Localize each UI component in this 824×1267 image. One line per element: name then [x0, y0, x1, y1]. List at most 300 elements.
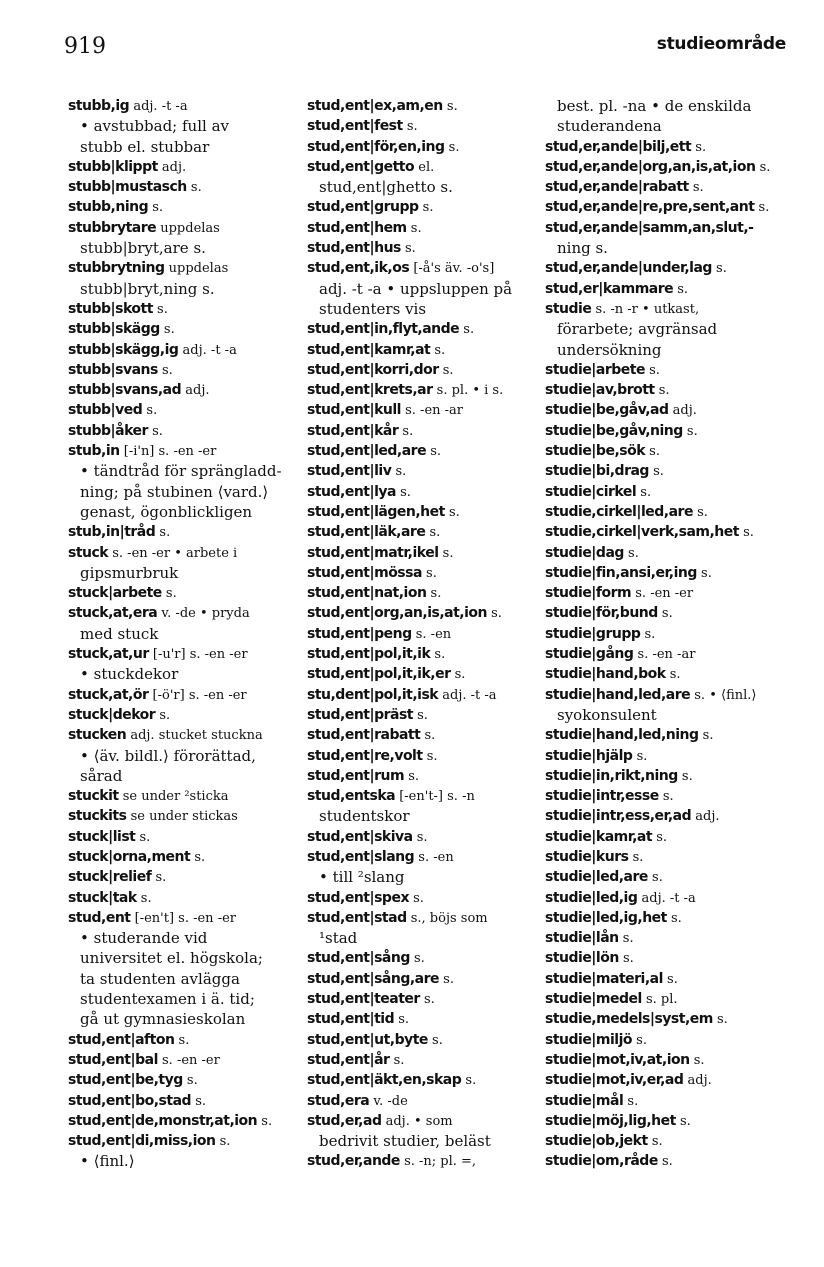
- dictionary-entry: [68, 867, 298, 887]
- headword: stud,er,ande|samm,an,slut,-: [545, 219, 754, 236]
- headword: studie|hand,led,ning: [545, 727, 699, 744]
- grammar-note: adj. -t -a: [438, 687, 497, 703]
- dictionary-entry: [68, 299, 298, 319]
- headword: stud,ent|in,flyt,ande: [307, 321, 460, 338]
- grammar-note: s.: [420, 728, 436, 744]
- dictionary-entry: [68, 725, 298, 745]
- definition-text: stubb|bryt,are s.: [80, 239, 206, 258]
- headword: studie|medel: [545, 991, 642, 1008]
- dictionary-entry: [545, 1050, 805, 1070]
- headword: stuck|dekor: [68, 706, 156, 723]
- grammar-note: s.: [618, 931, 634, 947]
- grammar-note: s.: [712, 1012, 728, 1028]
- headword: stud,ent|bal: [68, 1051, 158, 1068]
- dictionary-entry: [307, 1111, 543, 1131]
- definition-text: ¹stad: [319, 929, 358, 948]
- headword: stud,ent|sång,are: [307, 970, 440, 987]
- grammar-note: s.: [400, 241, 416, 257]
- headword: studie,cirkel|verk,sam,het: [545, 524, 739, 541]
- headword: stubb|skott: [68, 300, 153, 317]
- headword: studie|ob,jekt: [545, 1133, 648, 1150]
- dictionary-entry: [545, 969, 805, 989]
- grammar-note: s.: [738, 525, 754, 541]
- dictionary-column-1: [68, 96, 298, 1172]
- dictionary-entry: [68, 258, 298, 278]
- dictionary-entry: [307, 1070, 543, 1090]
- headword: stuck,at,era: [68, 605, 158, 622]
- entry-continuation: [68, 279, 298, 299]
- headword: stuck: [68, 544, 109, 561]
- grammar-note: s.: [665, 667, 681, 683]
- definition-text: syokonsulent: [557, 705, 657, 724]
- dictionary-entry: [545, 1070, 805, 1090]
- grammar-note: se under ²sticka: [118, 789, 229, 805]
- definition-text: ning s.: [557, 239, 608, 258]
- entry-continuation: [68, 746, 298, 766]
- grammar-note: s.: [174, 1032, 190, 1048]
- headword: stuck,at,ur: [68, 646, 149, 663]
- dictionary-entry: [307, 502, 543, 522]
- dictionary-entry: [545, 543, 805, 563]
- dictionary-entry: [307, 664, 543, 684]
- definition-text: adj. -t -a • uppsluppen på: [319, 279, 513, 298]
- dictionary-entry: [307, 258, 543, 278]
- definition-text: gipsmurbruk: [80, 563, 179, 582]
- dictionary-entry: [545, 421, 805, 441]
- grammar-note: adj. -t -a: [637, 890, 696, 906]
- headword: stud,ent|bo,stad: [68, 1092, 192, 1109]
- grammar-note: s., böjs som: [406, 910, 488, 926]
- grammar-note: s.: [677, 768, 693, 784]
- headword: stubb|ved: [68, 402, 143, 419]
- grammar-note: s.: [142, 403, 158, 419]
- headword: stud,ent|kår: [307, 422, 399, 439]
- headword: studie|bi,drag: [545, 463, 649, 480]
- dictionary-entry: [545, 847, 805, 867]
- headword: studie|fin,ansi,er,ing: [545, 564, 697, 581]
- headword: studie|led,ig,het: [545, 909, 667, 926]
- headword: studie|intr,esse: [545, 788, 659, 805]
- dictionary-entry: [68, 806, 298, 826]
- dictionary-entry: [545, 1131, 805, 1151]
- grammar-note: s.: [673, 281, 689, 297]
- grammar-note: s.: [389, 1052, 405, 1068]
- dictionary-entry: [307, 888, 543, 908]
- grammar-note: s.: [418, 200, 434, 216]
- headword: studie|kamr,at: [545, 828, 653, 845]
- dictionary-entry: [307, 563, 543, 583]
- headword: stud,ent|sång: [307, 950, 410, 967]
- entry-continuation: [307, 279, 543, 299]
- dictionary-entry: [545, 563, 805, 583]
- headword: stub,in|tråd: [68, 524, 156, 541]
- dictionary-entry: [545, 1111, 805, 1131]
- grammar-note: s.: [409, 951, 425, 967]
- headword: stud,ent|ut,byte: [307, 1031, 428, 1048]
- headword: stud,ent|pol,it,ik,er: [307, 666, 451, 683]
- grammar-note: s.: [155, 707, 171, 723]
- headword: stud,ent|de,monstr,at,ion: [68, 1112, 258, 1129]
- grammar-note: s. pl.: [641, 992, 678, 1008]
- grammar-note: s. -en -er: [157, 1052, 220, 1068]
- grammar-note: s.: [692, 504, 708, 520]
- grammar-note: [-en't] s. -en -er: [130, 910, 236, 926]
- headword: studie|hjälp: [545, 747, 633, 764]
- grammar-note: s.: [394, 1012, 410, 1028]
- dictionary-entry: [545, 380, 805, 400]
- definition-text: • till ²slang: [319, 868, 405, 887]
- grammar-note: s. -n -r • utkast,: [591, 301, 700, 317]
- grammar-note: s. -en -er • arbete i: [108, 545, 238, 561]
- headword: studie,cirkel|led,are: [545, 503, 693, 520]
- headword: stubb|mustasch: [68, 179, 187, 196]
- definition-text: studenters vis: [319, 299, 427, 318]
- dictionary-entry: [307, 746, 543, 766]
- entry-continuation: [545, 319, 805, 339]
- definition-text: ning; på stubinen ⟨vard.⟩: [80, 482, 269, 501]
- dictionary-entry: [68, 827, 298, 847]
- grammar-note: s.: [654, 383, 670, 399]
- grammar-note: s.: [159, 322, 175, 338]
- headword: stud,ent|lägen,het: [307, 503, 445, 520]
- headword: studie|form: [545, 585, 632, 602]
- entry-continuation: [307, 867, 543, 887]
- grammar-note: adj.: [181, 383, 210, 399]
- dictionary-entry: [307, 197, 543, 217]
- dictionary-column-2: [307, 96, 543, 1172]
- dictionary-entry: [545, 766, 805, 786]
- headword: stuck|list: [68, 828, 136, 845]
- dictionary-entry: [307, 1030, 543, 1050]
- headword: stud,ent|år: [307, 1051, 390, 1068]
- grammar-note: s.: [136, 890, 152, 906]
- headword: stud,ent|di,miss,ion: [68, 1133, 216, 1150]
- headword: studie|om,råde: [545, 1153, 658, 1170]
- headword: stud,ent|rabatt: [307, 727, 421, 744]
- dictionary-entry: [68, 786, 298, 806]
- entry-continuation: [545, 238, 805, 258]
- grammar-note: s.: [190, 849, 206, 865]
- grammar-note: s.: [155, 525, 171, 541]
- definition-text: universitet el. högskola;: [80, 949, 263, 968]
- grammar-note: se under stickas: [126, 809, 238, 825]
- dictionary-entry: [68, 908, 298, 928]
- grammar-note: s.: [754, 200, 770, 216]
- grammar-note: s.: [648, 464, 664, 480]
- grammar-note: [-å's äv. -o's]: [409, 261, 495, 277]
- definition-text: förarbete; avgränsad: [557, 320, 718, 339]
- dictionary-entry: [545, 137, 805, 157]
- dictionary-entry: [307, 969, 543, 989]
- grammar-note: s.: [644, 362, 660, 378]
- grammar-note: el.: [414, 159, 435, 175]
- entry-continuation: [545, 96, 805, 116]
- dictionary-entry: [68, 340, 298, 360]
- grammar-note: s. pl. • i s.: [432, 383, 504, 399]
- headword: stud,ent: [68, 909, 131, 926]
- grammar-note: [-ö'r] s. -en -er: [148, 687, 247, 703]
- headword: stud,ent|för,en,ing: [307, 138, 445, 155]
- headword: stud,ent|peng: [307, 625, 412, 642]
- headword: stubb|skägg,ig: [68, 341, 179, 358]
- headword: stud,ent|präst: [307, 706, 413, 723]
- grammar-note: s.: [442, 99, 458, 114]
- grammar-note: s. -en -er: [631, 586, 694, 602]
- dictionary-entry: [545, 867, 805, 887]
- entry-continuation: [68, 969, 298, 989]
- dictionary-entry: [545, 928, 805, 948]
- headword: stubb,ning: [68, 199, 149, 216]
- grammar-note: s.: [657, 606, 673, 622]
- dictionary-entry: [307, 644, 543, 664]
- grammar-note: s.: [636, 484, 652, 500]
- grammar-note: s.: [422, 748, 438, 764]
- headword: stubbrytare: [68, 219, 157, 236]
- grammar-note: v. -de: [369, 1093, 408, 1109]
- grammar-note: s.: [151, 870, 167, 886]
- dictionary-entry: [307, 116, 543, 136]
- dictionary-entry: [307, 786, 543, 806]
- headword: studie: [545, 300, 592, 317]
- headword: stud,ent|spex: [307, 889, 409, 906]
- headword: studie|arbete: [545, 361, 645, 378]
- dictionary-entry: [307, 1091, 543, 1111]
- grammar-note: s.: [439, 971, 454, 987]
- grammar-note: s. -en -ar: [400, 403, 464, 419]
- grammar-note: uppdelas: [156, 220, 220, 236]
- grammar-note: s. • ⟨finl.⟩: [690, 687, 757, 703]
- grammar-note: adj.: [157, 159, 187, 175]
- dictionary-entry: [307, 340, 543, 360]
- dictionary-entry: [307, 400, 543, 420]
- entry-continuation: [68, 928, 298, 948]
- dictionary-entry: [68, 360, 298, 380]
- grammar-note: adj.: [691, 809, 720, 825]
- grammar-note: s.: [430, 647, 446, 663]
- dictionary-entry: [68, 1070, 298, 1090]
- headword: stud,er,ande|bilj,ett: [545, 138, 692, 155]
- grammar-note: s.: [657, 1154, 673, 1170]
- definition-text: genast, ögonblickligen: [80, 502, 253, 521]
- headword: stud,ent|lya: [307, 483, 396, 500]
- grammar-note: s.: [421, 565, 437, 581]
- dictionary-entry: [68, 685, 298, 705]
- headword: stud,ent|org,an,is,at,ion: [307, 605, 487, 622]
- headword: stud,ent|läk,are: [307, 524, 426, 541]
- grammar-note: s.: [652, 829, 668, 845]
- dictionary-entry: [307, 441, 543, 461]
- entry-continuation: [68, 116, 298, 136]
- headword: studie|lån: [545, 930, 619, 947]
- entry-continuation: [68, 766, 298, 786]
- grammar-note: s.: [438, 545, 454, 561]
- page-number: 919: [64, 34, 106, 59]
- entry-continuation: [307, 177, 543, 197]
- dictionary-entry: [545, 685, 805, 705]
- definition-text: gå ut gymnasieskolan: [80, 1010, 246, 1029]
- dictionary-entry: [68, 1050, 298, 1070]
- grammar-note: s.: [426, 586, 442, 602]
- dictionary-entry: [545, 746, 805, 766]
- dictionary-entry: [545, 461, 805, 481]
- dictionary-entry: [307, 522, 543, 542]
- dictionary-entry: [545, 1030, 805, 1050]
- headword: stuckit: [68, 788, 119, 805]
- dictionary-entry: [545, 624, 805, 644]
- dictionary-entry: [307, 948, 543, 968]
- grammar-note: s. -en -ar: [633, 647, 696, 663]
- headword: studie|be,gåv,ning: [545, 422, 683, 439]
- dictionary-entry: [545, 441, 805, 461]
- dictionary-entry: [545, 197, 805, 217]
- grammar-note: s.: [426, 444, 442, 460]
- grammar-note: s.: [662, 971, 678, 987]
- headword: studie|kurs: [545, 848, 629, 865]
- headword: stuck,at,ör: [68, 686, 149, 703]
- grammar-note: s.: [461, 1073, 477, 1089]
- grammar-note: s.: [640, 626, 656, 642]
- entry-continuation: [68, 137, 298, 157]
- definition-text: stud,ent|ghetto s.: [319, 178, 453, 197]
- dictionary-entry: [307, 766, 543, 786]
- headword: studie|intr,ess,er,ad: [545, 808, 692, 825]
- dictionary-entry: [545, 482, 805, 502]
- entry-continuation: [68, 664, 298, 684]
- entry-continuation: [68, 948, 298, 968]
- entry-continuation: [68, 1151, 298, 1171]
- grammar-note: [-u'r] s. -en -er: [148, 647, 248, 663]
- dictionary-entry: [68, 847, 298, 867]
- headword: studie|in,rikt,ning: [545, 767, 678, 784]
- grammar-note: s.: [215, 1134, 231, 1150]
- dictionary-entry: [545, 725, 805, 745]
- headword: stubb,ig: [68, 98, 130, 114]
- headword: stubb|svans: [68, 361, 158, 378]
- dictionary-entry: [545, 806, 805, 826]
- headword: stud,er|kammare: [545, 280, 674, 297]
- headword: stud,er,ande|org,an,is,at,ion: [545, 158, 756, 175]
- grammar-note: s.: [391, 464, 407, 480]
- dictionary-entry: [68, 543, 298, 563]
- dictionary-entry: [307, 1050, 543, 1070]
- headword: stud,ent|matr,ikel: [307, 544, 439, 561]
- definition-text: • ⟨äv. bildl.⟩ förorättad,: [80, 746, 256, 765]
- entry-continuation: [68, 482, 298, 502]
- dictionary-entry: [307, 989, 543, 1009]
- dictionary-entry: [545, 583, 805, 603]
- grammar-note: s.: [257, 1113, 273, 1129]
- definition-text: sårad: [80, 766, 123, 785]
- running-head: studieområde: [656, 34, 786, 54]
- dictionary-entry: [307, 1009, 543, 1029]
- headword: stud,ent|pol,it,ik: [307, 646, 431, 663]
- headword: stu,dent|pol,it,isk: [307, 686, 439, 703]
- headword: studie|cirkel: [545, 483, 637, 500]
- grammar-note: v. -de • pryda: [157, 606, 250, 622]
- definition-text: stubb|bryt,ning s.: [80, 279, 215, 298]
- headword: stubb|skägg: [68, 321, 160, 338]
- grammar-note: [-en't-] s. -n: [395, 789, 475, 805]
- headword: stud,ent|slang: [307, 848, 415, 865]
- grammar-note: s.: [408, 890, 424, 906]
- dictionary-entry: [68, 96, 298, 116]
- entry-continuation: [307, 299, 543, 319]
- headword: stud,ent|kamr,at: [307, 341, 431, 358]
- entry-continuation: [545, 116, 805, 136]
- dictionary-entry: [545, 827, 805, 847]
- grammar-note: s.: [691, 139, 707, 155]
- definition-text: • avstubbad; full av: [80, 117, 229, 136]
- dictionary-entry: [68, 1030, 298, 1050]
- headword: studie|mål: [545, 1092, 624, 1109]
- dictionary-entry: [307, 238, 543, 258]
- entry-continuation: [68, 238, 298, 258]
- headword: stud,ent|grupp: [307, 199, 419, 216]
- headword: stud,ent|skiva: [307, 828, 413, 845]
- headword: studie|materi,al: [545, 970, 663, 987]
- dictionary-column-3: [545, 96, 805, 1172]
- headword: stud,ent|nat,ion: [307, 585, 427, 602]
- dictionary-entry: [68, 644, 298, 664]
- grammar-note: s. -en: [414, 849, 454, 865]
- headword: stud,ent,ik,os: [307, 260, 410, 277]
- grammar-note: s.: [689, 1052, 705, 1068]
- definition-text: undersökning: [557, 340, 662, 359]
- headword: studie,medels|syst,em: [545, 1011, 713, 1028]
- headword: studie|dag: [545, 544, 624, 561]
- entry-continuation: [68, 989, 298, 1009]
- definition-text: med stuck: [80, 624, 159, 643]
- headword: stud,ent|be,tyg: [68, 1072, 183, 1089]
- definition-text: best. pl. -na • de enskilda: [557, 97, 752, 115]
- grammar-note: s.: [406, 220, 422, 236]
- entry-continuation: [68, 461, 298, 481]
- dictionary-entry: [307, 543, 543, 563]
- headword: stud,er,ande|under,lag: [545, 260, 712, 277]
- grammar-note: s.: [696, 565, 712, 581]
- dictionary-entry: [68, 177, 298, 197]
- dictionary-entry: [545, 157, 805, 177]
- dictionary-entry: [68, 583, 298, 603]
- grammar-note: s.: [755, 159, 771, 175]
- grammar-note: s.: [157, 362, 173, 378]
- headword: stuck|relief: [68, 869, 152, 886]
- headword: studie|hand,bok: [545, 666, 666, 683]
- grammar-note: s.: [647, 870, 663, 886]
- dictionary-entry: [68, 157, 298, 177]
- headword: stud,ent|krets,ar: [307, 382, 433, 399]
- dictionary-entry: [307, 685, 543, 705]
- dictionary-entry: [307, 482, 543, 502]
- dictionary-entry: [307, 827, 543, 847]
- dictionary-entry: [307, 380, 543, 400]
- dictionary-entry: [307, 1151, 543, 1171]
- grammar-note: s.: [182, 1073, 198, 1089]
- dictionary-entry: [68, 218, 298, 238]
- grammar-note: s.: [688, 180, 704, 196]
- headword: stubb|svans,ad: [68, 382, 182, 399]
- headword: studie|gång: [545, 646, 634, 663]
- headword: studie|be,gåv,ad: [545, 402, 669, 419]
- headword: stuckits: [68, 808, 127, 825]
- dictionary-entry: [545, 299, 805, 319]
- headword: studie|mot,iv,er,ad: [545, 1072, 684, 1089]
- grammar-note: s.: [430, 342, 446, 358]
- grammar-note: s.: [398, 423, 414, 439]
- dictionary-entry: [545, 888, 805, 908]
- dictionary-entry: [545, 1091, 805, 1111]
- dictionary-entry: [307, 624, 543, 644]
